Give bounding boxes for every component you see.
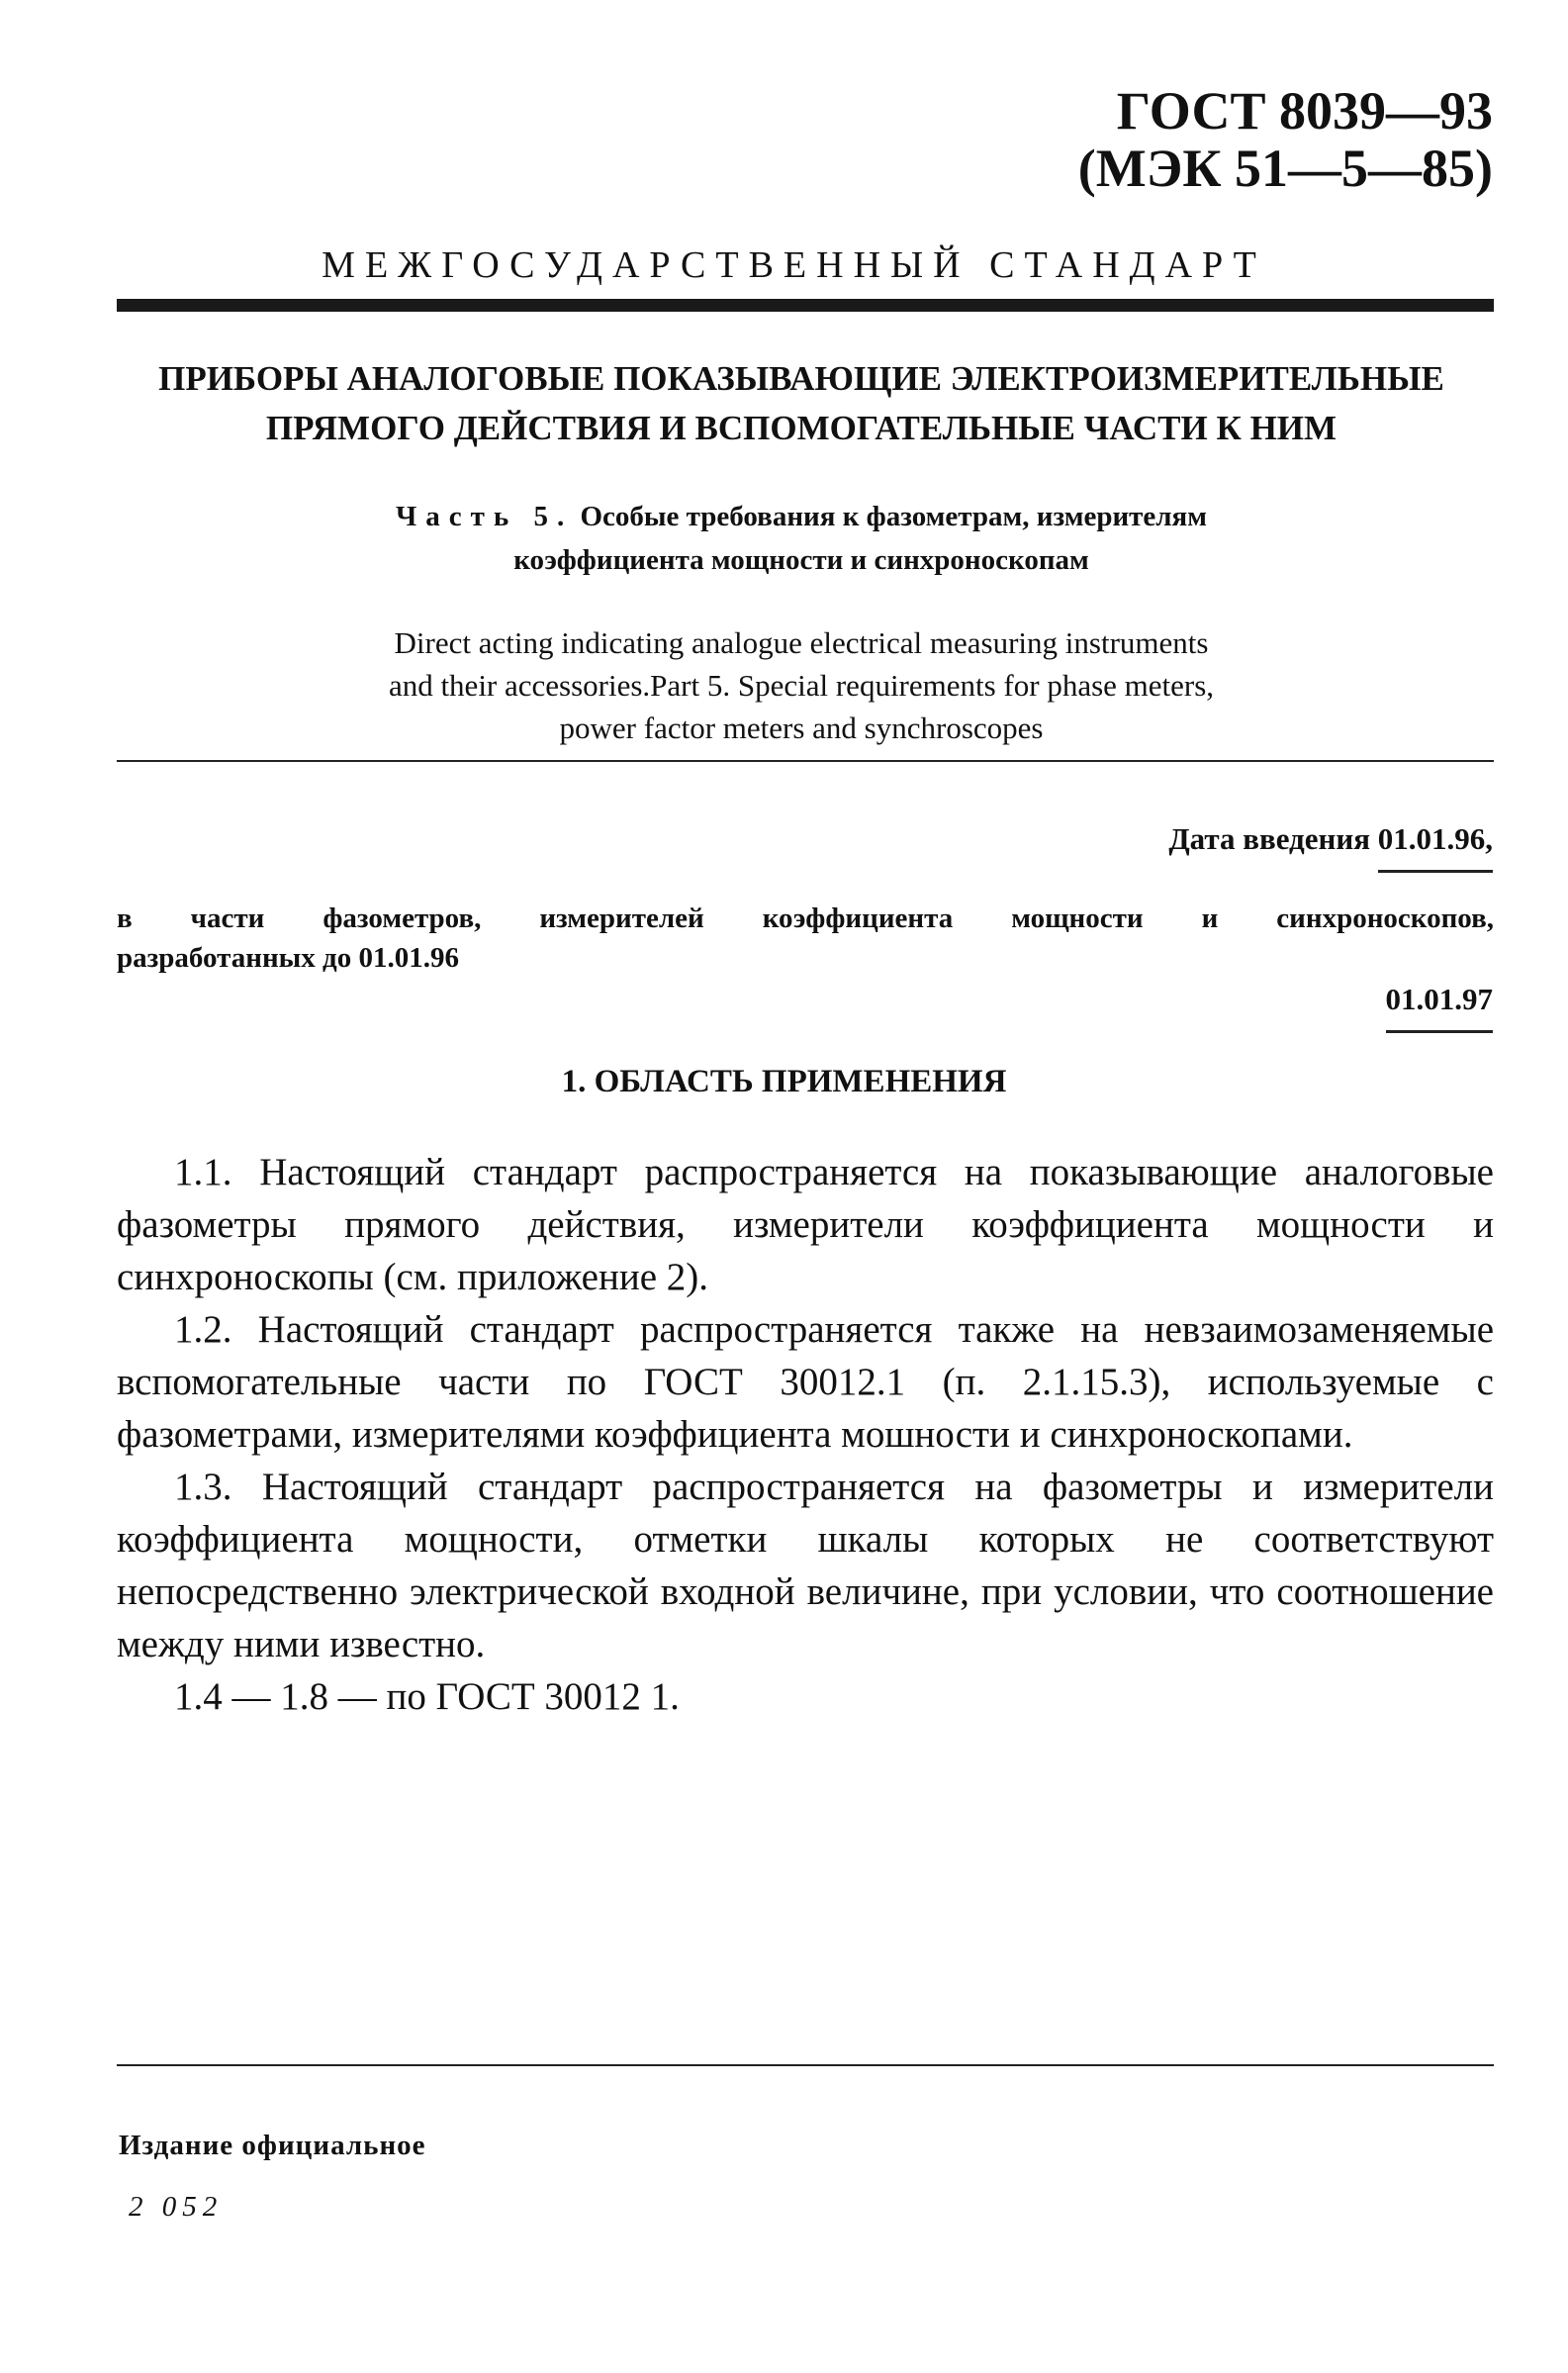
iec-number: (МЭК 51—5—85) (1077, 139, 1493, 198)
part-line-1 (109, 495, 1494, 538)
section-1-body (117, 1146, 1494, 1723)
introduction-note-line-1: в части фазометров, измерителей коэффициента мощности и синхроноскопов, (117, 902, 1494, 934)
english-title-line-1: Direct acting indicating analogue electrical measuring instruments (394, 625, 1209, 660)
paragraph-1-3: 1.3. Настоящий стандарт распространяется на фазометры и измерители коэффициента мощности, отметки шкалы которых не соответствуют непосредственно электрической входной величине, при условии, что соотношение между ними известно. (117, 1466, 1494, 1665)
edition-note: Издание официальное (119, 2130, 426, 2161)
interstate-standard-heading: МЕЖГОСУДАРСТВЕННЫЙ СТАНДАРТ (322, 244, 1266, 286)
page-code: 2 052 (129, 2191, 224, 2223)
part-subtitle (109, 495, 1494, 582)
paragraph-1-4-1-8: 1.4 — 1.8 — по ГОСТ 30012 1. (174, 1675, 680, 1718)
introduction-date-2-line (1386, 978, 1494, 1021)
introduction-note (117, 899, 1494, 978)
gost-number: ГОСТ 8039—93 (1116, 81, 1493, 141)
introduction-note-line-2: разработанных до 01.01.96 (117, 942, 459, 974)
introduction-label: Дата введения (1168, 821, 1370, 856)
introduction-date-line (1168, 817, 1493, 861)
header-thick-rule (117, 299, 1494, 312)
part-line-1-text: Особые требования к фазометрам, измерителям (580, 501, 1207, 532)
paragraph-1-1: 1.1. Настоящий стандарт распространяется на показывающие аналоговые фазометры прямого действия, измерители коэффициента мощности и синхроноскопы (см. приложение 2). (117, 1151, 1494, 1298)
footer-divider (117, 2064, 1494, 2066)
section-1-heading: 1. ОБЛАСТЬ ПРИМЕНЕНИЯ (561, 1064, 1007, 1099)
introduction-date-2: 01.01.97 (1386, 982, 1494, 1033)
english-title (109, 621, 1494, 749)
title-line-1: ПРИБОРЫ АНАЛОГОВЫЕ ПОКАЗЫВАЮЩИЕ ЭЛЕКТРОИЗМЕРИТЕЛЬНЫЕ (158, 359, 1444, 398)
title-divider (117, 760, 1494, 762)
document-title (109, 354, 1494, 453)
part-lead: Часть 5. (395, 501, 574, 532)
part-line-2: коэффициента мощности и синхроноскопам (513, 544, 1089, 576)
title-line-2: ПРЯМОГО ДЕЙСТВИЯ И ВСПОМОГАТЕЛЬНЫЕ ЧАСТИ К НИМ (265, 409, 1337, 447)
introduction-date: 01.01.96, (1378, 821, 1493, 873)
english-title-line-2: and their accessories.Part 5. Special requirements for phase meters, (388, 668, 1215, 703)
english-title-line-3: power factor meters and synchroscopes (559, 711, 1044, 745)
paragraph-1-2: 1.2. Настоящий стандарт распространяется также на невзаимозаменяемые вспомогательные части по ГОСТ 30012.1 (п. 2.1.15.3), используемые с фазометрами, измерителями коэффициента мошности и синхроноскопами. (117, 1308, 1494, 1456)
